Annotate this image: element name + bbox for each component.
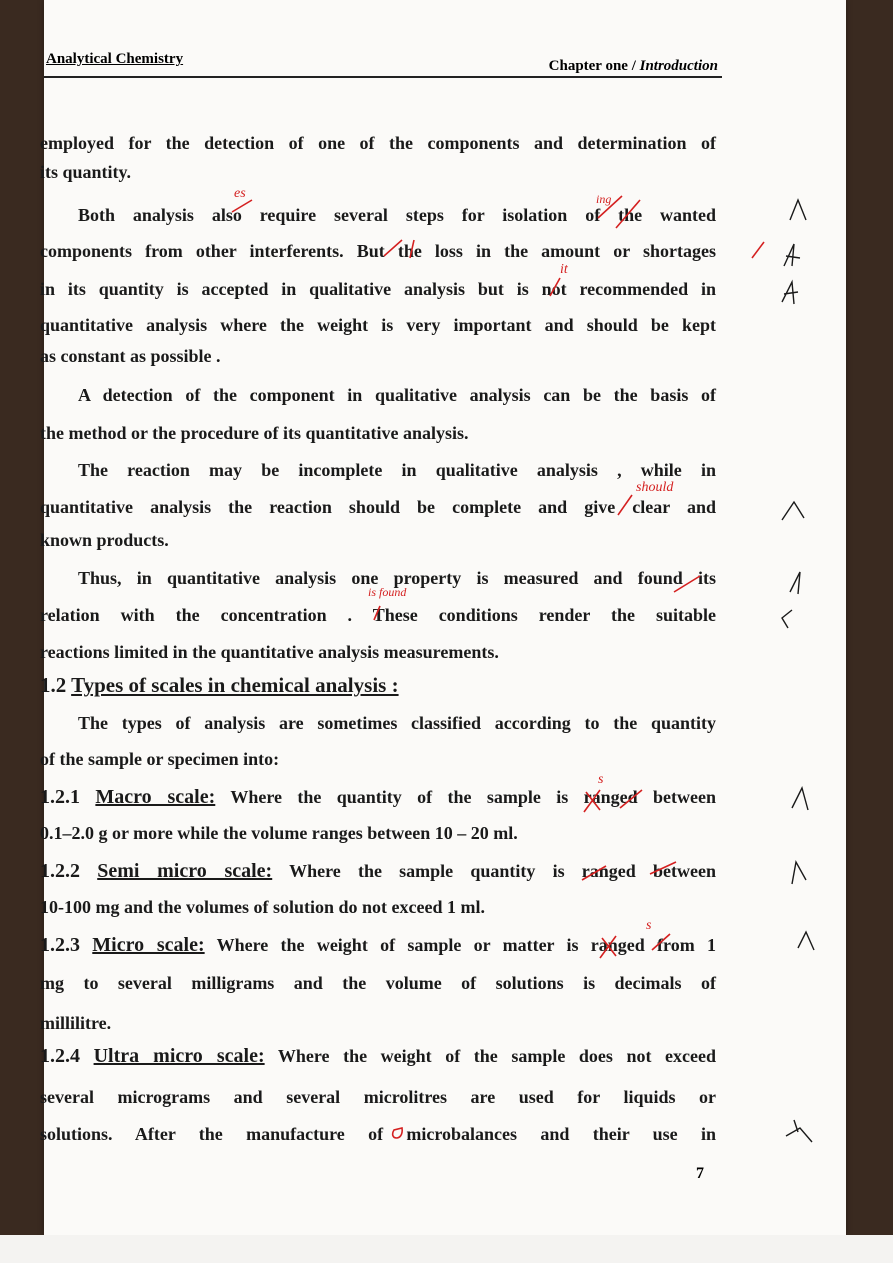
text-line: in its quantity is accepted in qualitative analysis but is not recommended in xyxy=(40,279,716,299)
text-line: components from other interferents. But the loss in the amount or shortages xyxy=(40,241,716,261)
subsection-title: Macro scale: xyxy=(95,786,216,808)
text-line: relation with the concentration . These conditions render the suitable xyxy=(40,605,716,625)
text-line: millilitre. xyxy=(40,1013,112,1033)
margin-tick xyxy=(782,502,804,520)
strike-mark xyxy=(616,200,640,228)
strike-mark xyxy=(650,862,676,874)
text-line: Both analysis also require several steps for isolation of the wanted xyxy=(78,205,716,225)
strike-mark xyxy=(600,936,616,958)
subsection-text: Where the quantity of the sample is ranged between xyxy=(230,787,716,807)
text-line: Thus, in quantitative analysis one property is measured and found its xyxy=(78,568,716,588)
subsection-title: Semi micro scale: xyxy=(97,860,273,882)
correction-note: should xyxy=(636,480,674,495)
subsection-number: 1.2.2 xyxy=(40,860,80,882)
strike-mark xyxy=(674,576,700,592)
subsection-text: Where the weight of sample or matter is ranged from 1 xyxy=(216,935,716,955)
strike-mark xyxy=(582,866,606,880)
margin-tick xyxy=(798,932,814,950)
margin-tick xyxy=(782,610,792,628)
text-line: the method or the procedure of its quantitative analysis. xyxy=(40,423,469,443)
correction-note: is found xyxy=(368,585,407,599)
subsection-text: Where the weight of the sample does not exceed xyxy=(277,1046,717,1066)
strike-mark xyxy=(550,278,560,296)
text-line: of the sample or specimen into: xyxy=(40,749,280,769)
margin-tick xyxy=(782,282,798,304)
margin-tick xyxy=(786,1120,812,1142)
text-line: employed for the detection of one of the components and determination of xyxy=(40,133,716,153)
text-line: The types of analysis are sometimes classified according to the quantity xyxy=(78,713,716,733)
strike-marks xyxy=(232,196,764,1138)
text-line: quantitative analysis where the weight is very important and should be kept xyxy=(40,315,716,335)
text-line: 0.1–2.0 g or more while the volume ranges between 10 – 20 ml. xyxy=(40,823,518,843)
chapter-prefix: Chapter one / xyxy=(548,58,640,74)
text-line: several micrograms and several microlitres are used for liquids or xyxy=(40,1087,716,1107)
text-line: reactions limited in the quantitative analysis measurements. xyxy=(40,642,499,662)
book-title: Analytical Chemistry xyxy=(46,51,184,67)
page-number: 7 xyxy=(696,1165,704,1182)
margin-tick xyxy=(790,572,800,594)
strike-mark xyxy=(584,790,600,812)
section-number: 1.2 xyxy=(40,673,67,697)
margin-tick xyxy=(792,862,806,884)
margin-ticks xyxy=(782,200,814,1142)
strike-mark xyxy=(752,242,764,258)
text-line: solutions. After the manufacture of microbalances and their use in xyxy=(40,1124,716,1144)
margin-tick xyxy=(790,200,806,220)
strike-mark xyxy=(410,240,414,258)
subsection-text: Where the sample quantity is ranged between xyxy=(289,861,716,881)
text-line: its quantity. xyxy=(40,162,132,182)
strike-mark xyxy=(393,1128,403,1138)
subsection-number: 1.2.3 xyxy=(40,934,80,956)
strike-mark xyxy=(374,606,380,620)
text-line: A detection of the component in qualitative analysis can be the basis of xyxy=(78,385,716,405)
subsection-title: Micro scale: xyxy=(92,934,205,956)
chapter-name: Introduction xyxy=(639,58,718,74)
subsection-number: 1.2.4 xyxy=(40,1045,80,1067)
text-line: known products. xyxy=(40,530,169,550)
section-title: Types of scales in chemical analysis : xyxy=(71,673,399,697)
subsection-title: Ultra micro scale: xyxy=(93,1045,265,1067)
text-line: 10-100 mg and the volumes of solution do not exceed 1 ml. xyxy=(40,897,485,917)
margin-tick xyxy=(792,788,808,810)
correction-note: it xyxy=(560,262,568,277)
correction-note: es xyxy=(234,186,246,201)
text-line: as constant as possible . xyxy=(40,346,221,366)
text-line: mg to several milligrams and the volume of solutions is decimals of xyxy=(40,973,716,993)
subsection-number: 1.2.1 xyxy=(40,786,80,808)
correction-note: s xyxy=(598,772,604,787)
strike-mark xyxy=(652,934,670,950)
correction-note: ing xyxy=(596,192,612,206)
strike-mark xyxy=(618,495,632,515)
strike-mark xyxy=(384,240,402,256)
strike-mark xyxy=(232,200,252,212)
strike-mark xyxy=(598,196,622,218)
correction-note: s xyxy=(646,918,652,933)
strike-mark xyxy=(620,790,642,808)
text-line: The reaction may be incomplete in qualitative analysis , while in xyxy=(78,460,716,480)
margin-tick xyxy=(784,244,800,266)
text-line: quantitative analysis the reaction should be complete and give clear and xyxy=(40,497,716,517)
